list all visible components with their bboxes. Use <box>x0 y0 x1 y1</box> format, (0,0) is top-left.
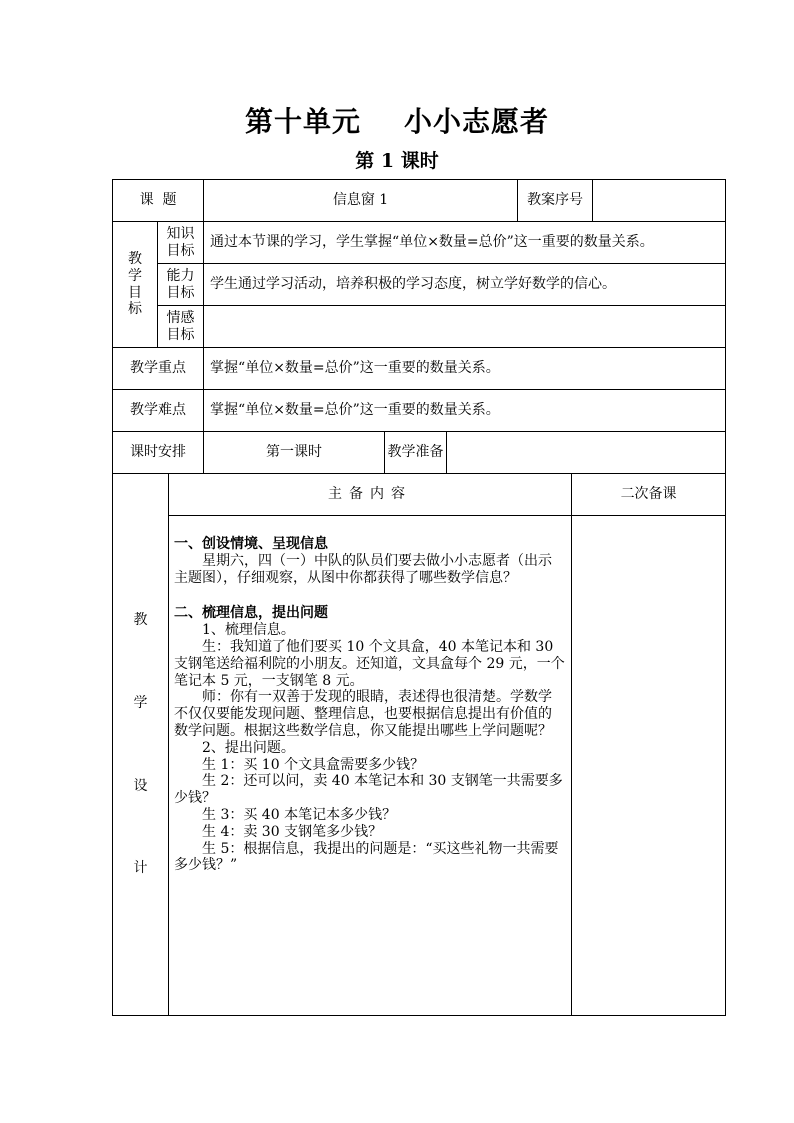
unit-title: 第十单元 小小志愿者 <box>245 105 549 138</box>
section-1-paragraph: 星期六，四（一）中队的队员们要去做小小志愿者（出示主题图），仔细观察，从图中你都获得了哪些数学信息？ <box>174 552 552 586</box>
schedule-label: 课时安排 <box>113 432 204 474</box>
section-2-sub-2: 2、提出问题。 <box>202 739 295 756</box>
question-5: 生 5：根据信息，我提出的问题是：“买这些礼物一共需要多少钱？” <box>174 840 559 874</box>
schedule-value: 第一课时 <box>204 432 385 474</box>
question-2: 生 2：还可以问，卖 40 本笔记本和 30 支钢笔一共需要多少钱？ <box>174 773 563 807</box>
section-2-paragraph-1: 生：我知道了他们要买 10 个文具盒，40 本笔记本和 30 支钢笔送给福利院的小朋友。还知道，文具盒每个 29 元，一个笔记本 5 元，一支钢笔 8 元。 <box>174 638 565 689</box>
topic-label: 课 题 <box>113 180 204 222</box>
prep-value <box>447 432 726 474</box>
main-content-body <box>169 516 572 1016</box>
emotion-goal-label: 情感 目标 <box>158 306 204 348</box>
key-point-text: 掌握“单位×数量=总价”这一重要的数量关系。 <box>204 348 726 390</box>
lesson-plan-table <box>112 179 726 1016</box>
section-2-paragraph-2: 师：你有一双善于发现的眼睛，表述得也很清楚。学数学不仅仅要能发现问题、整理信息，也要根据信息提出有价值的数学问题。根据这些数学信息，你又能提出哪些上学问题呢？ <box>174 689 552 739</box>
teaching-design-label: 教 学 设 计 <box>113 474 169 1016</box>
ability-goal-text: 学生通过学习活动，培养积极的学习态度，树立学好数学的信心。 <box>204 264 726 306</box>
plan-number-label: 教案序号 <box>518 180 593 222</box>
section-2-title: 二、梳理信息，提出问题 <box>174 605 328 622</box>
second-prep-header: 二次备课 <box>572 474 726 516</box>
question-3: 生 3：买 40 本笔记本多少钱？ <box>202 806 397 823</box>
section-2-sub-1: 1、梳理信息。 <box>202 622 295 639</box>
knowledge-goal-text: 通过本节课的学习，学生掌握“单位×数量=总价”这一重要的数量关系。 <box>204 222 726 264</box>
difficulty-text: 掌握“单位×数量=总价”这一重要的数量关系。 <box>204 390 726 432</box>
knowledge-goal-label: 知识 目标 <box>158 222 204 264</box>
key-point-label: 教学重点 <box>113 348 204 390</box>
lesson-subtitle: 第 1 课时 <box>355 150 439 172</box>
plan-number-value <box>593 180 726 222</box>
question-4: 生 4：卖 30 支钢笔多少钱？ <box>202 823 383 840</box>
ability-goal-label: 能力 目标 <box>158 264 204 306</box>
second-prep-body <box>572 516 726 1016</box>
teaching-goals-label: 教 学 目 标 <box>113 222 158 348</box>
section-1-title: 一、创设情境、呈现信息 <box>174 536 328 552</box>
emotion-goal-text <box>204 306 726 348</box>
main-content-header: 主备内容 <box>169 474 572 516</box>
prep-label: 教学准备 <box>385 432 447 474</box>
question-1: 生 1：买 10 个文具盒需要多少钱？ <box>202 756 425 773</box>
difficulty-label: 教学难点 <box>113 390 204 432</box>
topic-value: 信息窗 1 <box>204 180 518 222</box>
